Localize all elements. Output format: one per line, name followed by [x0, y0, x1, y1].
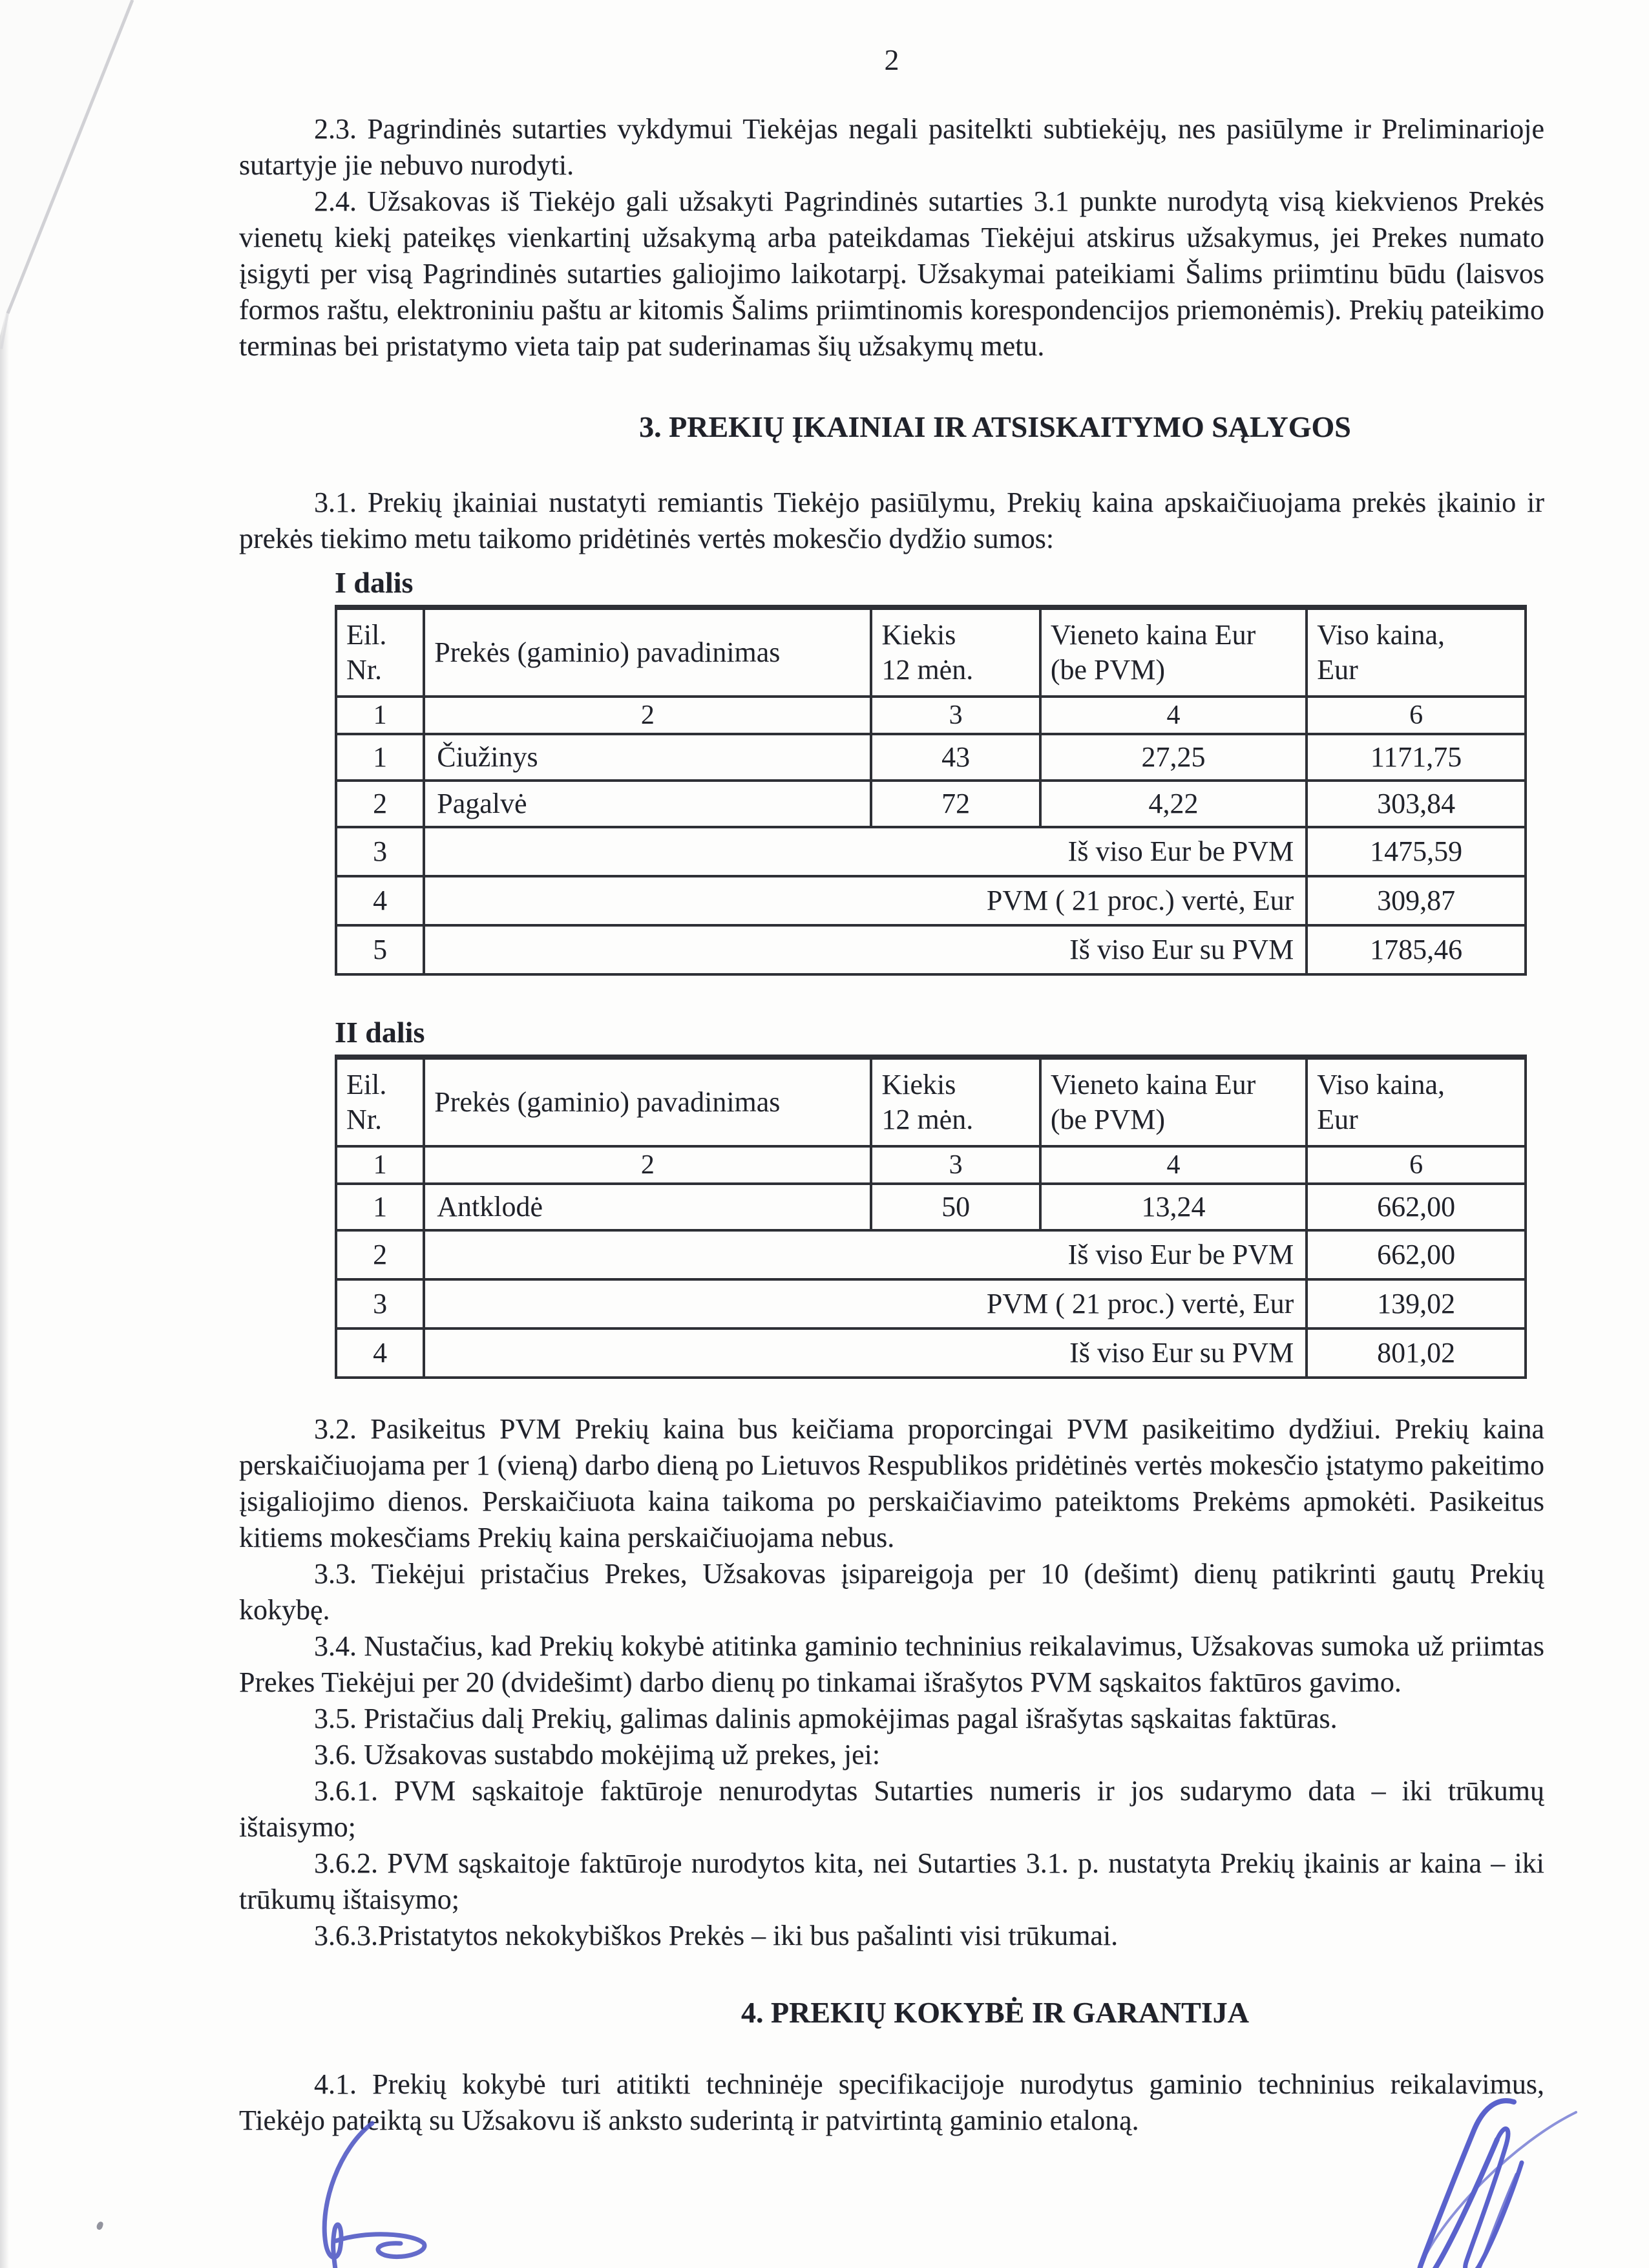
table-row-item — [336, 781, 1526, 827]
col-number-cell: 6 — [1307, 697, 1526, 734]
cell-summary-label: Iš viso Eur be PVM — [424, 827, 1307, 876]
cell-product-name: Antklodė — [424, 1184, 871, 1230]
col-number-cell: 4 — [1040, 697, 1307, 734]
cell-summary-value: 801,02 — [1307, 1328, 1526, 1378]
cell-summary-value: 662,00 — [1307, 1230, 1526, 1279]
table-row-summary — [336, 827, 1526, 876]
cell-quantity: 43 — [871, 734, 1040, 781]
table-row-summary — [336, 1279, 1526, 1328]
signature-right — [1347, 2090, 1606, 2268]
paragraph-3-5: 3.5. Pristačius dalį Prekių, galimas dalinis apmokėjimas pagal išrašytas sąskaitas faktūras. — [314, 1703, 1338, 1734]
document-content — [239, 0, 1544, 2139]
table-row-summary — [336, 876, 1526, 925]
page-fold-crease — [0, 0, 207, 362]
col-header-unit-price — [1040, 607, 1307, 697]
header-line: 12 mėn. — [881, 654, 974, 686]
signature-left — [270, 2119, 457, 2268]
paragraph-3-3: 3.3. Tiekėjui pristačius Prekes, Užsakovas įsipareigoja per 10 (dešimt) dienų patikrinti gautų Prekių kokybę. — [239, 1558, 1544, 1626]
column-number-row — [336, 697, 1526, 734]
col-header-total-price — [1307, 1057, 1526, 1146]
header-line: Vieneto kaina Eur — [1050, 619, 1256, 651]
cell-summary-label: PVM ( 21 proc.) vertė, Eur — [424, 1279, 1307, 1328]
col-header-unit-price — [1040, 1057, 1307, 1146]
cell-summary-value: 1475,59 — [1307, 827, 1526, 876]
header-line: Viso kaina, — [1317, 619, 1445, 651]
col-header-total-price — [1307, 607, 1526, 697]
header-line: Viso kaina, — [1317, 1069, 1445, 1100]
cell-total-price: 662,00 — [1307, 1184, 1526, 1230]
section-4-heading: 4. PREKIŲ KOKYBĖ IR GARANTIJA — [741, 1996, 1249, 2029]
col-number-cell: 1 — [336, 1146, 424, 1184]
section-3-heading: 3. PREKIŲ ĮKAINIAI IR ATSISKAITYMO SĄLYGOS — [639, 410, 1351, 443]
cell-row-nr: 4 — [336, 876, 424, 925]
col-number-cell: 3 — [871, 1146, 1040, 1184]
header-line: (be PVM) — [1050, 1104, 1166, 1135]
col-number-cell: 4 — [1040, 1146, 1307, 1184]
table-row-item — [336, 734, 1526, 781]
cell-summary-value: 309,87 — [1307, 876, 1526, 925]
cell-summary-label: PVM ( 21 proc.) vertė, Eur — [424, 876, 1307, 925]
cell-row-nr: 2 — [336, 1230, 424, 1279]
column-number-row — [336, 1146, 1526, 1184]
cell-row-nr: 2 — [336, 781, 424, 827]
col-header-eil-nr — [336, 1057, 424, 1146]
paragraph-3-4: 3.4. Nustačius, kad Prekių kokybė atitinka gaminio techninius reikalavimus, Užsakovas sumoka už priimtas Prekes Tiekėjui per 20 (dvidešimt) darbo dienų po tinkamai išrašytos PVM sąskaitos faktūros gavimo. — [239, 1630, 1544, 1698]
paragraph-3-6-1: 3.6.1. PVM sąskaitoje faktūroje nenurodytas Sutarties numeris ir jos sudarymo data – iki trūkumų ištaisymo; — [239, 1775, 1544, 1843]
col-header-eil-nr — [336, 607, 424, 697]
cell-summary-label: Iš viso Eur su PVM — [424, 1328, 1307, 1378]
header-line: Eil. — [346, 619, 387, 651]
cell-summary-label: Iš viso Eur su PVM — [424, 925, 1307, 974]
header-line: Eur — [1317, 1104, 1358, 1135]
cell-unit-price: 27,25 — [1040, 734, 1307, 781]
paragraph-3-6-3: 3.6.3.Pristatytos nekokybiškos Prekės – iki bus pašalinti visi trūkumai. — [314, 1920, 1119, 1951]
col-header-quantity — [871, 607, 1040, 697]
cell-row-nr: 1 — [336, 1184, 424, 1230]
header-line: 12 mėn. — [881, 1104, 974, 1135]
paragraph-2-3: 2.3. Pagrindinės sutarties vykdymui Tiekėjas negali pasitelkti subtiekėjų, nes pasiūlyme ir Preliminarioje sutartyje jie nebuvo nurodyti. — [239, 113, 1544, 181]
cell-product-name: Pagalvė — [424, 781, 871, 827]
col-number-cell: 3 — [871, 697, 1040, 734]
header-line: (be PVM) — [1050, 654, 1166, 686]
price-table-part-2 — [335, 1055, 1527, 1379]
cell-product-name: Čiužinys — [424, 734, 871, 781]
price-table-part-1 — [335, 605, 1527, 976]
paragraph-3-2: 3.2. Pasikeitus PVM Prekių kaina bus keičiama proporcingai PVM pasikeitimo dydžiui. Prekių kaina perskaičiuojama per 1 (vieną) darbo dieną po Lietuvos Respublikos pridėtinės vertės mokesčio įstatymo pakeitimo įsigaliojimo dienos. Perskaičiuota kaina taikoma po perskaičiavimo pateiktoms Prekėms apmokėti. Pasikeitus kitiems mokesčiams Prekių kaina perskaičiuojama nebus. — [239, 1413, 1544, 1553]
page-number: 2 — [884, 43, 899, 76]
cell-row-nr: 4 — [336, 1328, 424, 1378]
cell-quantity: 72 — [871, 781, 1040, 827]
cell-total-price: 303,84 — [1307, 781, 1526, 827]
cell-unit-price: 13,24 — [1040, 1184, 1307, 1230]
header-line: Eil. — [346, 1069, 387, 1100]
cell-row-nr: 3 — [336, 827, 424, 876]
header-line: Kiekis — [881, 619, 956, 651]
signature-ink-right — [1347, 2090, 1606, 2268]
header-line: Eur — [1317, 654, 1358, 686]
col-header-product-name — [424, 607, 871, 697]
col-header-quantity — [871, 1057, 1040, 1146]
cell-quantity: 50 — [871, 1184, 1040, 1230]
col-number-cell: 6 — [1307, 1146, 1526, 1184]
col-number-cell: 2 — [424, 1146, 871, 1184]
table-row-summary — [336, 1328, 1526, 1378]
paragraph-3-6: 3.6. Užsakovas sustabdo mokėjimą už prekes, jei: — [314, 1739, 881, 1770]
scan-speck — [96, 2221, 104, 2231]
header-line: Prekės (gaminio) pavadinimas — [434, 1086, 781, 1118]
table-row-summary — [336, 925, 1526, 974]
col-number-cell: 2 — [424, 697, 871, 734]
header-line: Prekės (gaminio) pavadinimas — [434, 636, 781, 668]
cell-summary-value: 139,02 — [1307, 1279, 1526, 1328]
signature-ink-left — [270, 2119, 457, 2268]
table-header-row — [336, 607, 1526, 697]
table-header-row — [336, 1057, 1526, 1146]
paragraph-3-1: 3.1. Prekių įkainiai nustatyti remiantis Tiekėjo pasiūlymu, Prekių kaina apskaičiuojama prekės įkainio ir prekės tiekimo metu taikomo pridėtinės vertės mokesčio dydžio sumos: — [239, 487, 1544, 554]
cell-row-nr: 3 — [336, 1279, 424, 1328]
header-line: Nr. — [346, 1104, 382, 1135]
cell-total-price: 1171,75 — [1307, 734, 1526, 781]
cell-row-nr: 5 — [336, 925, 424, 974]
table-2-caption: II dalis — [335, 1016, 425, 1049]
table-row-item — [336, 1184, 1526, 1230]
col-number-cell: 1 — [336, 697, 424, 734]
paragraph-2-4: 2.4. Užsakovas iš Tiekėjo gali užsakyti Pagrindinės sutarties 3.1 punkte nurodytą visą kiekvienos Prekės vienetų kiekį pateikęs vienkartinį užsakymą arba pateikdamas Tiekėjui atskirus užsakymus, jei Prekes numato įsigyti per visą Pagrindinės sutarties galiojimo laikotarpį. Užsakymai pateikiami Šalims priimtinu būdu (laisvos formos raštu, elektroniniu paštu ar kitomis Šalims priimtinomis korespondencijos priemonėmis). Prekių pateikimo terminas bei pristatymo vieta taip pat suderinamas šių užsakymų metu. — [239, 185, 1544, 362]
paragraph-3-6-2: 3.6.2. PVM sąskaitoje faktūroje nurodytos kita, nei Sutarties 3.1. p. nustatyta Prekių įkainis ar kaina – iki trūkumų ištaisymo; — [239, 1847, 1544, 1915]
cell-summary-value: 1785,46 — [1307, 925, 1526, 974]
table-1-caption: I dalis — [335, 566, 414, 599]
cell-row-nr: 1 — [336, 734, 424, 781]
col-header-product-name — [424, 1057, 871, 1146]
paragraph-4-1: 4.1. Prekių kokybė turi atitikti techninėje specifikacijoje nurodytus gaminio techninius reikalavimus, Tiekėjo pateiktą su Užsakovu iš anksto suderintą ir patvirtintą gaminio etaloną. — [239, 2068, 1544, 2136]
header-line: Vieneto kaina Eur — [1050, 1069, 1256, 1100]
cell-summary-label: Iš viso Eur be PVM — [424, 1230, 1307, 1279]
cell-unit-price: 4,22 — [1040, 781, 1307, 827]
header-line: Nr. — [346, 654, 382, 686]
table-row-summary — [336, 1230, 1526, 1279]
header-line: Kiekis — [881, 1069, 956, 1100]
